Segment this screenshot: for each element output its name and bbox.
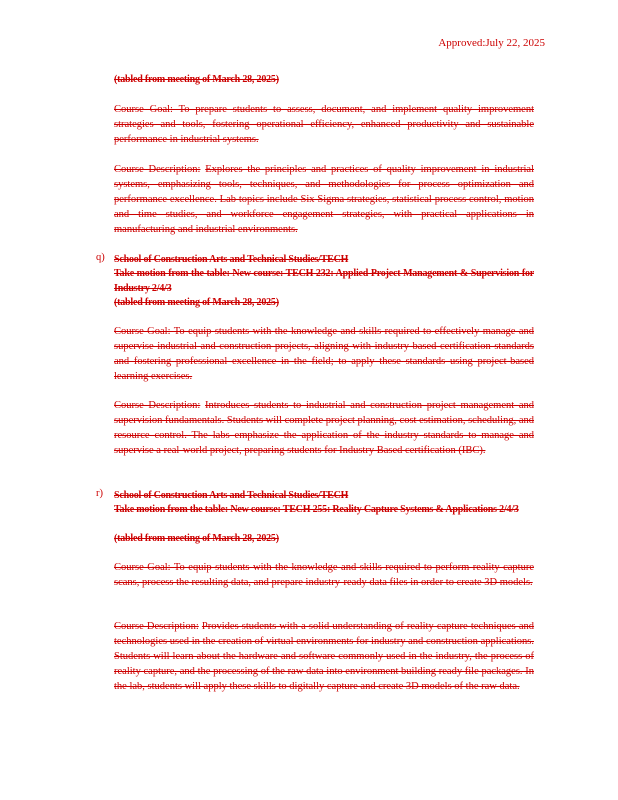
p-tabled-note: (tabled from meeting of March 28, 2025) bbox=[114, 74, 279, 85]
q-description-label: Course Description: bbox=[114, 400, 201, 411]
p-description-label: Course Description: bbox=[114, 164, 201, 175]
r-motion: Take motion from the table: New course: TECH 255: Reality Capture Systems & Applications 2/4/3 bbox=[114, 504, 519, 515]
p-course-description bbox=[114, 162, 534, 237]
q-marker: q) bbox=[96, 252, 105, 263]
r-school: School of Construction Arts and Technical Studies/TECH bbox=[114, 490, 349, 501]
q-course-description bbox=[114, 398, 534, 458]
q-motion: Take motion from the table: New course: TECH 232: Applied Project Management & Supervision for Industry 2/4/3 bbox=[114, 268, 534, 294]
r-course-description bbox=[114, 619, 534, 694]
approved-date: Approved:July 22, 2025 bbox=[438, 37, 545, 49]
q-tabled-note: (tabled from meeting of March 28, 2025) bbox=[114, 297, 279, 308]
r-description-label: Course Description: bbox=[114, 621, 199, 632]
q-school: School of Construction Arts and Technical Studies/TECH bbox=[114, 254, 349, 265]
q-description-text: Introduces students to industrial and construction project management and supervision fundamentals. Students will complete project planning, cost estimation, scheduling, and resource control. The labs emphasize the application of the industry standards to manage and supervise a real-world project, preparing students for Industry Based certification (IBC). bbox=[114, 400, 535, 456]
r-tabled-note: (tabled from meeting of March 28, 2025) bbox=[114, 533, 279, 544]
p-description-text: Explores the principles and practices of quality improvement in industrial systems, emphasizing tools, techniques, and methodologies for process optimization and performance excellence. Lab topics include Six Sigma strategies, statistical process control, motion and time studies, and workforce engagement strategies, with practical applications in manufacturing and industrial environments. bbox=[114, 164, 534, 235]
r-description-text: Provides students with a solid understanding of reality capture techniques and technologies used in the creation of virtual environments for industry and construction applications. Students will learn about the hardware and software commonly used in the industry, the process of reality capture, and the processing of the raw data into environment building ready file packages. In the lab, students will apply these skills to digitally capture and create 3D models of the raw data. bbox=[114, 621, 535, 692]
r-course-goal: Course Goal: To equip students with the knowledge and skills required to perform reality capture scans, process the resulting data, and prepare industry-ready data files in order to create 3D models. bbox=[114, 562, 534, 588]
r-marker: r) bbox=[96, 488, 103, 499]
q-course-goal: Course Goal: To equip students with the knowledge and skills required to effectively manage and supervise industrial and construction projects, aligning with industry-based certification standards and fostering professional excellence in the field; to apply these standards using project-based learning exercises. bbox=[114, 326, 534, 382]
p-course-goal: Course Goal: To prepare students to assess, document, and implement quality improvement strategies and tools, fostering operational efficiency, enhanced productivity and sustainable performance in industrial systems. bbox=[114, 104, 534, 145]
